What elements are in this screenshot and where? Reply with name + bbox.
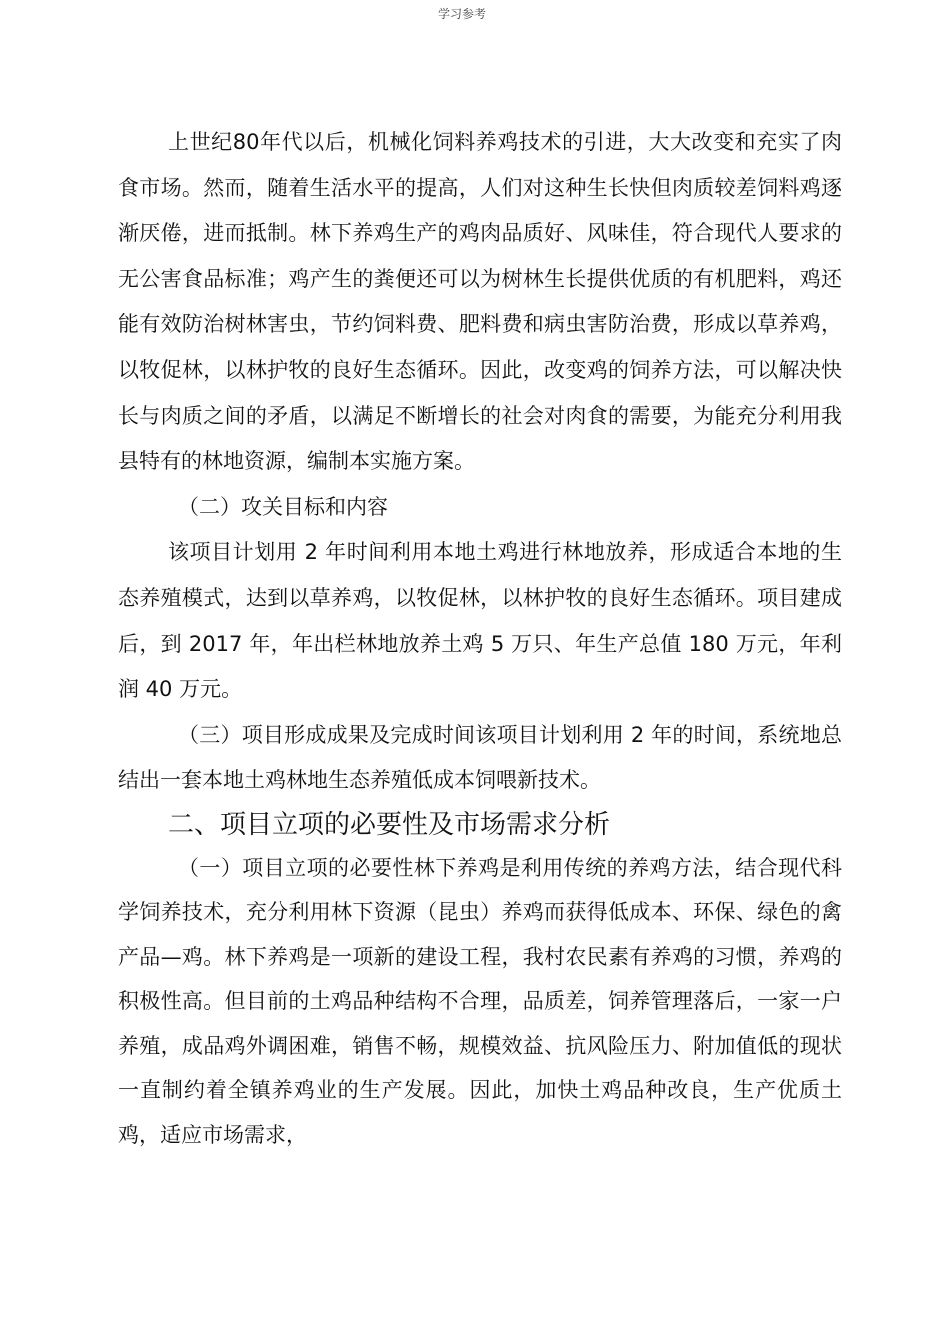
goals-paragraph: 该项目计划用 2 年时间利用本地土鸡进行林地放养，形成适合本地的生态养殖模式，达到以草养鸡，以牧促林，以林护牧的良好生态循环。项目建成后，到 2017 年，年出栏林地放养土鸡 5 万只、年生产总值 180 万元，年利润 40 万元。	[118, 540, 842, 702]
subheading-goals: （二）攻关目标和内容	[178, 494, 388, 519]
intro-paragraph: 上世纪80年代以后，机械化饲料养鸡技术的引进，大大改变和充实了肉食市场。然而，随着生活水平的提高，人们对这种生长快但肉质较差饲料鸡逐渐厌倦，进而抵制。林下养鸡生产的鸡肉品质好、风味佳，符合现代人要求的无公害食品标准；鸡产生的粪便还可以为树林生长提供优质的有机肥料，鸡还能有效防治树林害虫，节约饲料费、肥料费和病虫害防治费，形成以草养鸡，以牧促林，以林护牧的良好生态循环。因此，改变鸡的饲养方法，可以解决快长与肉质之间的矛盾，以满足不断增长的社会对肉食的需要，为能充分利用我县特有的林地资源，编制本实施方案。	[118, 130, 842, 474]
document-body	[118, 120, 842, 1157]
necessity-paragraph: （一）项目立项的必要性林下养鸡是利用传统的养鸡方法，结合现代科学饲养技术，充分利用林下资源（昆虫）养鸡而获得低成本、环保、绿色的禽产品—鸡。林下养鸡是一项新的建设工程，我村农民素有养鸡的习惯，养鸡的积极性高。但目前的土鸡品种结构不合理，品质差，饲养管理落后，一家一户养殖，成品鸡外调困难，销售不畅，规模效益、抗风险压力、附加值低的现状一直制约着全镇养鸡业的生产发展。因此，加快土鸡品种改良，生产优质土鸡，适应市场需求，	[118, 855, 842, 1147]
results-paragraph: （三）项目形成成果及完成时间该项目计划利用 2 年的时间，系统地总结出一套本地土鸡林地生态养殖低成本饲喂新技术。	[118, 722, 842, 793]
section-heading-necessity: 二、项目立项的必要性及市场需求分析	[168, 809, 611, 840]
page-header-note: 学习参考	[438, 7, 487, 21]
